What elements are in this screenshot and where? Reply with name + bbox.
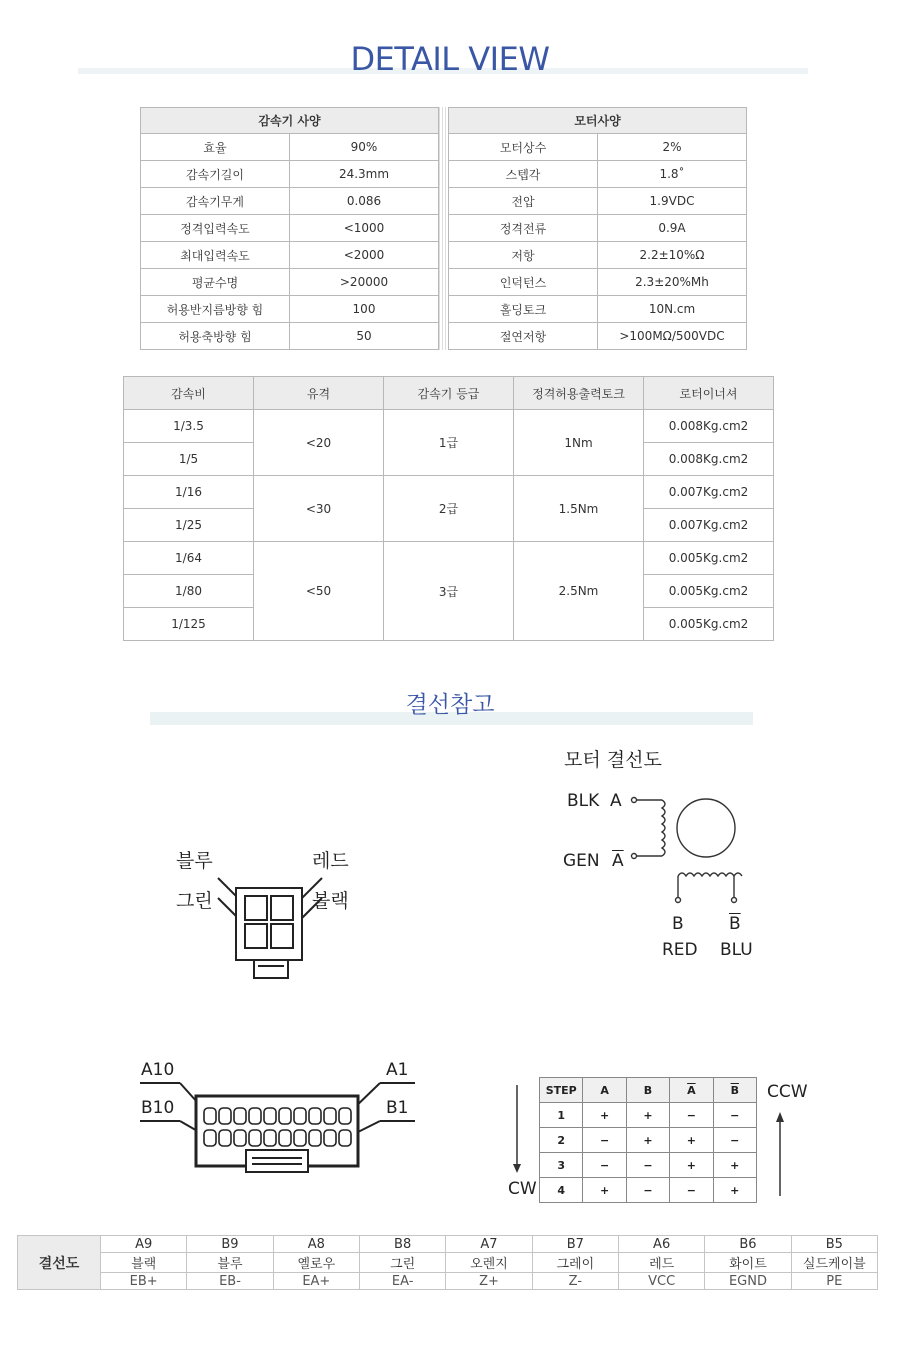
step-row bbox=[540, 1128, 757, 1153]
pin-number: A9 bbox=[101, 1236, 187, 1253]
reducer-spec-row bbox=[141, 269, 439, 296]
rotor-inertia: 0.007Kg.cm2 bbox=[644, 476, 774, 509]
motor-spec-value: 2% bbox=[598, 134, 747, 161]
label-b10: B10 bbox=[141, 1098, 175, 1118]
label-bbar: $\overline{B}$ bbox=[729, 914, 741, 934]
reducer-spec-value: 100 bbox=[290, 296, 439, 323]
signal-name: PE bbox=[791, 1273, 877, 1290]
reducer-spec-label: 정격입력속도 bbox=[141, 215, 290, 242]
ratio-torque: 1Nm bbox=[514, 410, 644, 476]
motor-spec-label: 전압 bbox=[449, 188, 598, 215]
step-header: B bbox=[626, 1078, 669, 1103]
motor-spec-label: 모터상수 bbox=[449, 134, 598, 161]
wiring-title: 결선참고 bbox=[405, 692, 495, 718]
ratio-grade: 3급 bbox=[384, 542, 514, 641]
motor-spec-table bbox=[448, 107, 747, 350]
reducer-spec-label: 감속기길이 bbox=[141, 161, 290, 188]
reducer-spec-label: 효율 bbox=[141, 134, 290, 161]
motor-spec-value: >100MΩ/500VDC bbox=[598, 323, 747, 350]
reducer-spec-label: 허용축방향 힘 bbox=[141, 323, 290, 350]
motor-spec-label: 저항 bbox=[449, 242, 598, 269]
ratio-backlash: <50 bbox=[254, 542, 384, 641]
ratio-header: 감속비 bbox=[124, 377, 254, 410]
pin-number: A7 bbox=[446, 1236, 532, 1253]
ratio-header: 감속기 등급 bbox=[384, 377, 514, 410]
ratio-backlash: <30 bbox=[254, 476, 384, 542]
reducer-spec-row bbox=[141, 296, 439, 323]
label-b: B bbox=[672, 914, 684, 934]
ratio-torque: 1.5Nm bbox=[514, 476, 644, 542]
motor-spec-label: 홀딩토크 bbox=[449, 296, 598, 323]
motor-spec-value: 0.9A bbox=[598, 215, 747, 242]
signal-name: EA+ bbox=[273, 1273, 359, 1290]
step-cell: + bbox=[713, 1178, 756, 1203]
label-a1: A1 bbox=[386, 1060, 409, 1080]
label-b1: B1 bbox=[386, 1098, 409, 1118]
reducer-spec-label: 최대입력속도 bbox=[141, 242, 290, 269]
rotor-inertia: 0.005Kg.cm2 bbox=[644, 542, 774, 575]
step-cell: + bbox=[670, 1128, 713, 1153]
step-cell: + bbox=[713, 1153, 756, 1178]
label-red: 레드 bbox=[312, 850, 349, 872]
step-cell: − bbox=[626, 1178, 669, 1203]
reducer-spec-title: 감속기 사양 bbox=[141, 108, 439, 134]
reducer-spec-label: 평균수명 bbox=[141, 269, 290, 296]
reducer-spec-table bbox=[140, 107, 439, 350]
reducer-spec-row bbox=[141, 323, 439, 350]
reducer-spec-row bbox=[141, 134, 439, 161]
pin-number: B8 bbox=[359, 1236, 445, 1253]
step-cell: 3 bbox=[540, 1153, 583, 1178]
ratio-value: 1/25 bbox=[124, 509, 254, 542]
cw-label: CW bbox=[508, 1179, 537, 1199]
reducer-spec-label: 감속기무게 bbox=[141, 188, 290, 215]
motor-spec-row bbox=[449, 269, 747, 296]
reducer-spec-value: 24.3mm bbox=[290, 161, 439, 188]
wire-color: 오렌지 bbox=[446, 1253, 532, 1273]
pin-number: B9 bbox=[187, 1236, 273, 1253]
step-cell: + bbox=[583, 1103, 626, 1128]
label-abar: $\overline{A}$ bbox=[612, 851, 624, 871]
reducer-spec-value: <1000 bbox=[290, 215, 439, 242]
motor-spec-row bbox=[449, 242, 747, 269]
step-cell: − bbox=[670, 1103, 713, 1128]
rotor-inertia: 0.008Kg.cm2 bbox=[644, 410, 774, 443]
signal-name: EA- bbox=[359, 1273, 445, 1290]
motor-spec-row bbox=[449, 161, 747, 188]
ratio-torque: 2.5Nm bbox=[514, 542, 644, 641]
motor-spec-label: 절연저항 bbox=[449, 323, 598, 350]
wire-color: 그레이 bbox=[532, 1253, 618, 1273]
pin-table-head: 결선도 bbox=[18, 1236, 101, 1290]
label-a: A bbox=[610, 791, 622, 811]
step-cell: 1 bbox=[540, 1103, 583, 1128]
table-divider bbox=[439, 107, 448, 350]
cw-arrow-icon bbox=[508, 1080, 528, 1175]
pin-number: A6 bbox=[618, 1236, 704, 1253]
reducer-spec-row bbox=[141, 161, 439, 188]
wire-color: 화이트 bbox=[705, 1253, 791, 1273]
step-cell: − bbox=[626, 1153, 669, 1178]
step-header: A bbox=[583, 1078, 626, 1103]
step-cell: 4 bbox=[540, 1178, 583, 1203]
signal-name: VCC bbox=[618, 1273, 704, 1290]
step-cell: 2 bbox=[540, 1128, 583, 1153]
label-red-wire: RED bbox=[662, 940, 698, 960]
rotor-inertia: 0.007Kg.cm2 bbox=[644, 509, 774, 542]
label-black: 블랙 bbox=[312, 890, 349, 912]
ratio-table bbox=[123, 376, 774, 641]
signal-name: EB+ bbox=[101, 1273, 187, 1290]
reducer-spec-value: >20000 bbox=[290, 269, 439, 296]
step-cell: − bbox=[713, 1128, 756, 1153]
step-header: $\overline{B}$ bbox=[713, 1078, 756, 1103]
wire-color: 블루 bbox=[187, 1253, 273, 1273]
reducer-spec-value: 0.086 bbox=[290, 188, 439, 215]
motor-spec-value: 1.9VDC bbox=[598, 188, 747, 215]
wire-color: 레드 bbox=[618, 1253, 704, 1273]
pin-number: B5 bbox=[791, 1236, 877, 1253]
step-cell: − bbox=[583, 1153, 626, 1178]
ratio-row bbox=[124, 410, 774, 443]
ratio-header: 유격 bbox=[254, 377, 384, 410]
step-cell: − bbox=[583, 1128, 626, 1153]
ratio-header: 로터이너셔 bbox=[644, 377, 774, 410]
label-a10: A10 bbox=[141, 1060, 175, 1080]
page-title: DETAIL VIEW bbox=[350, 40, 550, 78]
step-header: STEP bbox=[540, 1078, 583, 1103]
label-blu-wire: BLU bbox=[720, 940, 753, 960]
motor-spec-label: 정격전류 bbox=[449, 215, 598, 242]
reducer-spec-value: 90% bbox=[290, 134, 439, 161]
ratio-row bbox=[124, 476, 774, 509]
step-cell: + bbox=[583, 1178, 626, 1203]
step-cell: − bbox=[670, 1178, 713, 1203]
reducer-spec-row bbox=[141, 242, 439, 269]
reducer-spec-value: 50 bbox=[290, 323, 439, 350]
reducer-spec-label: 허용반지름방향 힘 bbox=[141, 296, 290, 323]
motor-spec-label: 인덕턴스 bbox=[449, 269, 598, 296]
label-gen: GEN bbox=[563, 851, 600, 871]
motor-spec-row bbox=[449, 215, 747, 242]
step-header: $\overline{A}$ bbox=[670, 1078, 713, 1103]
step-row bbox=[540, 1178, 757, 1203]
ratio-value: 1/16 bbox=[124, 476, 254, 509]
twenty-pin-connector-drawing bbox=[140, 1080, 420, 1180]
ccw-label: CCW bbox=[767, 1082, 808, 1102]
pin-number: A8 bbox=[273, 1236, 359, 1253]
label-blk: BLK bbox=[567, 791, 600, 811]
wire-color: 그린 bbox=[359, 1253, 445, 1273]
pin-assignment-table bbox=[17, 1235, 878, 1290]
rotor-inertia: 0.008Kg.cm2 bbox=[644, 443, 774, 476]
motor-spec-row bbox=[449, 188, 747, 215]
ratio-value: 1/64 bbox=[124, 542, 254, 575]
signal-name: Z+ bbox=[446, 1273, 532, 1290]
ratio-row bbox=[124, 542, 774, 575]
ratio-backlash: <20 bbox=[254, 410, 384, 476]
wire-color: 블랙 bbox=[101, 1253, 187, 1273]
label-green: 그린 bbox=[176, 890, 213, 912]
ratio-value: 1/5 bbox=[124, 443, 254, 476]
ratio-value: 1/125 bbox=[124, 608, 254, 641]
step-cell: − bbox=[713, 1103, 756, 1128]
ratio-grade: 1급 bbox=[384, 410, 514, 476]
step-row bbox=[540, 1153, 757, 1178]
step-cell: + bbox=[626, 1128, 669, 1153]
reducer-spec-value: <2000 bbox=[290, 242, 439, 269]
reducer-spec-row bbox=[141, 215, 439, 242]
motor-spec-row bbox=[449, 296, 747, 323]
motor-spec-row bbox=[449, 323, 747, 350]
wire-color: 실드케이블 bbox=[791, 1253, 877, 1273]
pin-number: B7 bbox=[532, 1236, 618, 1253]
step-cell: + bbox=[670, 1153, 713, 1178]
step-row bbox=[540, 1103, 757, 1128]
wire-color: 옐로우 bbox=[273, 1253, 359, 1273]
motor-spec-label: 스텝각 bbox=[449, 161, 598, 188]
motor-spec-title: 모터사양 bbox=[449, 108, 747, 134]
four-pin-connector-drawing bbox=[170, 860, 370, 985]
motor-spec-value: 10N.cm bbox=[598, 296, 747, 323]
motor-spec-value: 2.3±20%Mh bbox=[598, 269, 747, 296]
rotor-inertia: 0.005Kg.cm2 bbox=[644, 608, 774, 641]
signal-name: EGND bbox=[705, 1273, 791, 1290]
ccw-arrow-icon bbox=[771, 1110, 791, 1200]
motor-spec-value: 2.2±10%Ω bbox=[598, 242, 747, 269]
pin-number: B6 bbox=[705, 1236, 791, 1253]
motor-coil-drawing bbox=[620, 790, 760, 915]
step-cell: + bbox=[626, 1103, 669, 1128]
ratio-value: 1/3.5 bbox=[124, 410, 254, 443]
label-blue: 블루 bbox=[176, 850, 213, 872]
motor-diagram-title: 모터 결선도 bbox=[564, 749, 662, 771]
step-sequence-table bbox=[539, 1077, 757, 1203]
reducer-spec-row bbox=[141, 188, 439, 215]
signal-name: Z- bbox=[532, 1273, 618, 1290]
signal-name: EB- bbox=[187, 1273, 273, 1290]
ratio-header: 정격허용출력토크 bbox=[514, 377, 644, 410]
motor-spec-value: 1.8˚ bbox=[598, 161, 747, 188]
rotor-inertia: 0.005Kg.cm2 bbox=[644, 575, 774, 608]
ratio-grade: 2급 bbox=[384, 476, 514, 542]
ratio-value: 1/80 bbox=[124, 575, 254, 608]
motor-spec-row bbox=[449, 134, 747, 161]
